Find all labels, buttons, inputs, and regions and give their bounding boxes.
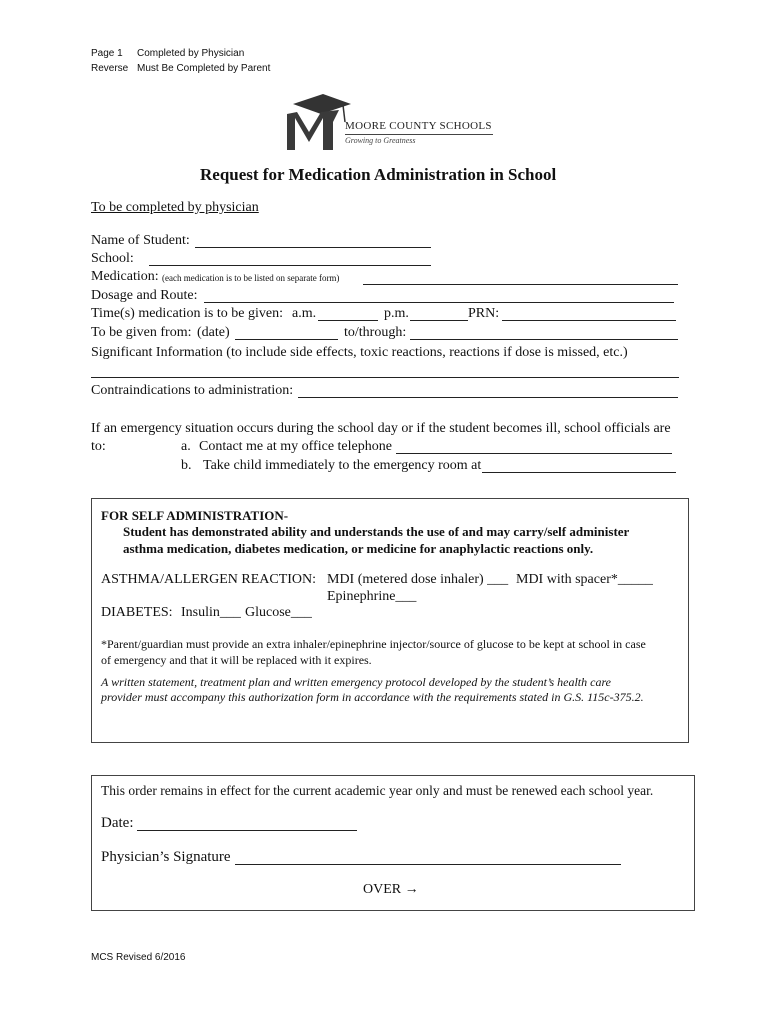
student-name-label: Name of Student: <box>91 233 190 248</box>
contraindications-label: Contraindications to administration: <box>91 383 294 398</box>
emergency-a-marker: a. <box>181 439 191 454</box>
pm-label: p.m. <box>384 306 409 321</box>
mdi-spacer-option[interactable]: MDI with spacer*_____ <box>516 572 653 587</box>
diabetes-label: DIABETES: <box>101 605 173 620</box>
self-admin-line2: asthma medication, diabetes medication, or medicine for anaphylactic reactions only. <box>123 541 594 556</box>
through-date-field[interactable] <box>410 328 678 340</box>
epinephrine-option[interactable]: Epinephrine___ <box>327 589 417 604</box>
from-date-field[interactable] <box>235 328 338 340</box>
section-heading: To be completed by physician <box>91 200 259 215</box>
self-admin-line1: Student has demonstrated ability and understands the use of and may carry/self administer <box>123 524 630 539</box>
insulin-option[interactable]: Insulin___ <box>181 605 241 620</box>
prn-field[interactable] <box>502 309 676 321</box>
times-label: Time(s) medication is to be given: <box>91 306 283 321</box>
parent-note-line1: *Parent/guardian must provide an extra inhaler/epinephrine injector/source of glucose to be kept at school in case <box>101 637 646 651</box>
reverse-note: Must Be Completed by Parent <box>137 63 271 74</box>
school-field[interactable] <box>149 254 431 266</box>
prn-label: PRN: <box>468 306 500 321</box>
revision-footer: MCS Revised 6/2016 <box>91 952 186 963</box>
emergency-to: to: <box>91 439 106 454</box>
order-date-label: Date: <box>101 815 134 831</box>
parent-note-line2: of emergency and that it will be replaced with it expires. <box>101 653 372 667</box>
glucose-option[interactable]: Glucose___ <box>245 605 312 620</box>
medication-label: Medication: <box>91 269 159 284</box>
medication-note: (each medication is to be listed on separate form) <box>162 273 340 283</box>
order-effect-text: This order remains in effect for the current academic year only and must be renewed each school year. <box>101 783 654 798</box>
mortarboard-m-icon <box>283 92 353 156</box>
am-field[interactable] <box>318 309 378 321</box>
school-logo <box>283 92 513 156</box>
dosage-label: Dosage and Route: <box>91 288 198 303</box>
asthma-label: ASTHMA/ALLERGEN REACTION: <box>101 572 317 587</box>
office-telephone-field[interactable] <box>396 442 672 454</box>
reverse-label: Reverse <box>91 63 129 74</box>
school-label: School: <box>91 251 134 266</box>
medication-field[interactable] <box>363 273 678 285</box>
emergency-a-text: Contact me at my office telephone <box>199 439 392 454</box>
through-label: to/through: <box>344 325 407 340</box>
date-label: (date) <box>197 325 230 340</box>
form-title: Request for Medication Administration in School <box>200 165 557 184</box>
self-admin-heading: FOR SELF ADMINISTRATION- <box>101 508 289 523</box>
physician-signature-label: Physician’s Signature <box>101 849 231 865</box>
order-date-field[interactable] <box>137 819 357 831</box>
physician-signature-field[interactable] <box>235 853 621 865</box>
protocol-note-line1: A written statement, treatment plan and written emergency protocol developed by the student’s health care <box>101 675 612 689</box>
am-label: a.m. <box>292 306 317 321</box>
protocol-note-line2: provider must accompany this authorization form in accordance with the requirements stated in G.S. 115c-375.2. <box>101 690 644 704</box>
logo-org-name: MOORE COUNTY SCHOOLS <box>345 120 492 132</box>
student-name-field[interactable] <box>195 236 431 248</box>
over-label: OVER → <box>363 882 419 897</box>
emergency-room-field[interactable] <box>482 461 676 473</box>
page-label: Page 1 <box>91 48 123 59</box>
emergency-intro: If an emergency situation occurs during the school day or if the student becomes ill, school officials are <box>91 421 671 436</box>
page-note: Completed by Physician <box>137 48 245 59</box>
contraindications-field[interactable] <box>298 386 678 398</box>
logo-tagline: Growing to Greatness <box>345 136 416 145</box>
significant-label: Significant Information (to include side effects, toxic reactions, reactions if dose is missed, etc.) <box>91 345 628 360</box>
pm-field[interactable] <box>410 309 468 321</box>
emergency-b-text: Take child immediately to the emergency room at <box>203 458 482 473</box>
mdi-option[interactable]: MDI (metered dose inhaler) ___ <box>327 572 509 587</box>
logo-divider <box>345 134 493 135</box>
given-from-label: To be given from: <box>91 325 192 340</box>
significant-field[interactable] <box>91 366 679 378</box>
emergency-b-marker: b. <box>181 458 192 473</box>
dosage-field[interactable] <box>204 291 674 303</box>
